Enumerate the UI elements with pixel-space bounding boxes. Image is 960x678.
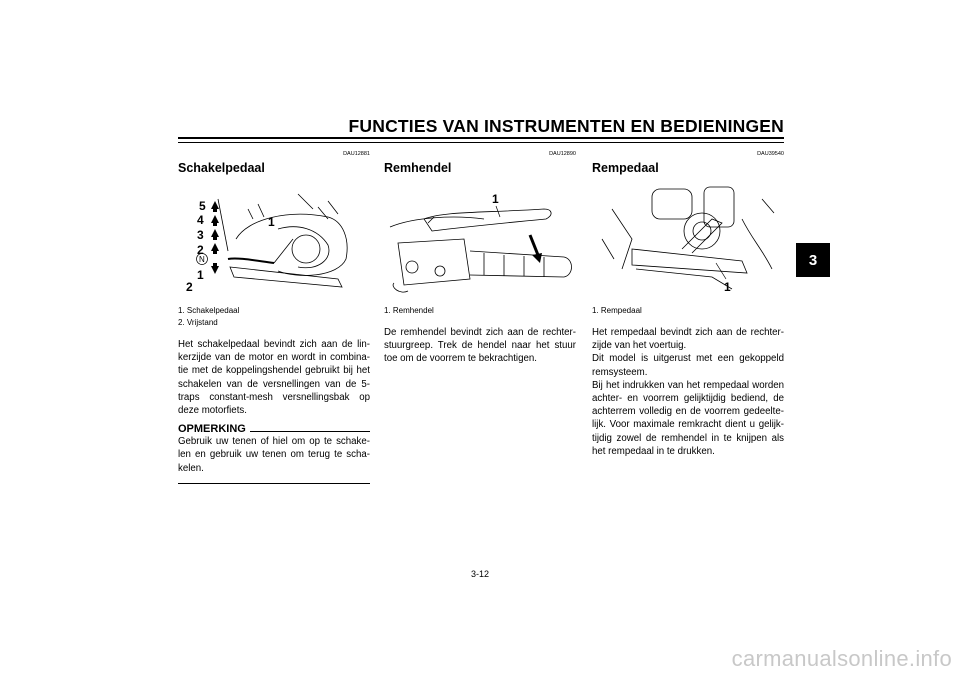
figure-label: 1 <box>197 268 204 282</box>
section-code: DAU39540 <box>757 151 784 157</box>
section-code: DAU12881 <box>343 151 370 157</box>
brake-lever-illustration <box>384 179 576 297</box>
figure-shift-pedal <box>178 179 370 297</box>
figure-label: 1 <box>492 192 499 206</box>
shift-pedal-illustration <box>178 179 370 297</box>
section-schakelpedaal <box>178 150 370 484</box>
section-remhendel <box>384 150 576 366</box>
arrow-up-icon <box>211 215 219 226</box>
section-body: Het schakelpedaal bevindt zich aan de lin-kerzijde van de motor en wordt in combina-tie met de koppelingshendel gebruikt bij het schakelen van de versnellingen van de 5-traps constant-mesh versnellingsbak op deze motorfiets. <box>178 339 370 417</box>
body-line: Dit model is uitgerust met een gekoppeld remsysteem. <box>592 353 784 378</box>
caption-line: 1. Rempedaal <box>592 306 642 315</box>
caption-line: 2. Vrijstand <box>178 318 218 327</box>
watermark: carmanualsonline.info <box>731 646 952 671</box>
header-rule <box>178 137 784 139</box>
body-line: Bij het indrukken van het rempedaal worden achter- en voorrem gelijktijdig bediend, de achterrem volledig en de voorrem gedeelte-lijk. Voor maximale remkracht dient u gelijk-tijdig zowel de remhendel in te knijpen als het rempedaal in te drukken. <box>592 379 784 457</box>
note-rule <box>250 431 370 432</box>
figure-brake-lever <box>384 179 576 297</box>
section-title: Schakelpedaal <box>178 161 265 175</box>
section-title: Rempedaal <box>592 161 659 175</box>
caption-line: 1. Remhendel <box>384 306 434 315</box>
section-rempedaal <box>592 150 784 458</box>
arrow-down-icon <box>211 263 219 274</box>
note-end-rule <box>178 483 370 484</box>
note-title: OPMERKING <box>178 423 246 436</box>
figure-captions <box>592 305 784 317</box>
page-header-title: FUNCTIES VAN INSTRUMENTEN EN BEDIENINGEN <box>348 116 784 136</box>
caption-line: 1. Schakelpedaal <box>178 306 240 315</box>
figure-label: 4 <box>197 213 204 227</box>
section-body <box>592 326 784 458</box>
brake-pedal-illustration <box>592 179 784 297</box>
arrow-up-icon <box>211 243 219 254</box>
section-title: Remhendel <box>384 161 452 175</box>
note-heading <box>178 423 370 435</box>
figure-label: 2 <box>197 243 204 257</box>
header-rule-thin <box>178 142 784 143</box>
chapter-tab: 3 <box>796 243 830 277</box>
figure-captions <box>384 305 576 317</box>
figure-label: N <box>199 255 205 264</box>
body-line: Het rempedaal bevindt zich aan de rechter-zijde van het voertuig. <box>592 327 784 352</box>
figure-label: 5 <box>199 199 206 213</box>
section-code: DAU12890 <box>549 151 576 157</box>
figure-captions <box>178 305 370 329</box>
arrow-up-icon <box>211 229 219 240</box>
figure-label: 1 <box>268 215 275 229</box>
figure-brake-pedal <box>592 179 784 297</box>
figure-label: 3 <box>197 228 204 242</box>
figure-label: 2 <box>186 280 193 294</box>
note-text: Gebruik uw tenen of hiel om op te schake-len en gebruik uw tenen om terug te scha-kelen. <box>178 436 370 474</box>
page-number: 3-12 <box>470 569 489 579</box>
section-body: De remhendel bevindt zich aan de rechter-stuurgreep. Trek de hendel naar het stuur toe om de voorrem te bekrachtigen. <box>384 327 576 365</box>
arrow-down-icon <box>532 253 542 263</box>
arrow-up-icon <box>211 201 219 212</box>
figure-label: 1 <box>724 280 731 294</box>
